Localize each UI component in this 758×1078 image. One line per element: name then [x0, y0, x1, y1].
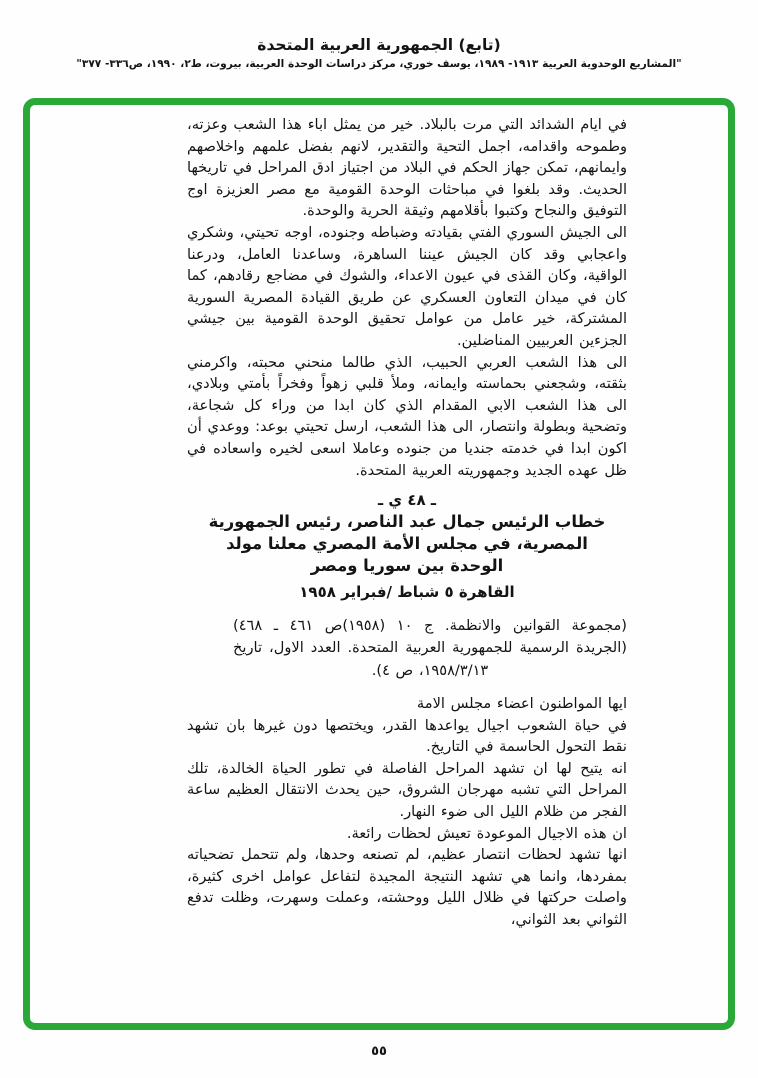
section-title-line: خطاب الرئيس جمال عبد الناصر، رئيس الجمهورية [208, 512, 606, 532]
body-paragraph: الى هذا الشعب العربي الحبيب، الذي طالما منحني محبته، واكرمني بثقته، وشجعني بحماسته وايمانه، وملأ قلبي زهواً وفخراً بأمتي وبلادي، الى هذا الشعب الابي المقدام الذي كان ابدا من وراء كل شجاعة، وتضحية وبطولة وانتصار، الى هذا الشعب، ارسل تحيتي بوعد: ووعدي أن اكون ابدا في خدمته جنديا من جنوده وعاملا اسعى لخيره واسعاده في ظل عهده الجديد وجمهوريته العربية المتحدة. [187, 353, 627, 479]
speech-paragraph: انه يتيح لها ان تشهد المراحل الفاصلة في تطور الحياة الخالدة، تلك المراحل التي تشبه مهرجان الشروق، حين يحدث الانتقال العظيم ساعة الفجر من ظلام الليل الى ضوء النهار. [187, 759, 627, 820]
page-number: ٥٥ [371, 1044, 387, 1059]
header-source-line: "المشاريع الوحدوية العربية ١٩١٣- ١٩٨٩، يوسف خوري، مركز دراسات الوحدة العربية، بيروت، ط٢، ١٩٩٠، ص٣٣٦- ٣٧٧" [76, 58, 682, 70]
page-header [0, 0, 758, 72]
body-paragraph: الى الجيش السوري الفتي بقيادته وضباطه وجنوده، اوجه تحيتي، وشكري واعجابي وقد كان الجيش عيننا الساهرة، وساعدنا العامل، ودرعنا الواقية، وكان القذى في عيون الاعداء، والشوك في مضاجع رقادهم، كما كان في ميدان التعاون العسكري عن طريق القيادة المصرية السورية المشتركة، خير عامل من عوامل تحقيق الوحدة القومية بين جيشي الجزءين العربيين المناضلين. [187, 223, 627, 349]
speech-paragraph: انها تشهد لحظات انتصار عظيم، لم تصنعه وحدها، ولم تتحمل تضحياته بمفردها، وانما هي تشهد النتيجة المجيدة لتفاعل عوامل اخرى كثيرة، واصلت حركتها في ظلال الليل ووحشته، وعملت وسهرت، وظلت تدفع الثواني بعد الثواني، [187, 846, 627, 928]
section-number: ـ ٤٨ ي ـ [378, 491, 436, 510]
section-title-line: المصرية، في مجلس الأمة المصري معلنا مولد [226, 534, 588, 554]
green-content-frame [23, 98, 735, 1030]
body-paragraph: في ايام الشدائد التي مرت بالبلاد. خير من يمثل اباء هذا الشعب وعزته، وطموحه واقدامه، اجمل التحية والتقدير، لانهم بفضل علمهم واخلاصهم وايمانهم، تمكن جهاز الحكم في البلاد من اجتياز ادق المراحل في تاريخها الحديث. وقد بلغوا في مباحثات الوحدة القومية مع مصر العزيزة اوج التوفيق والنجاح وكتبوا بأقلامهم وثيقة الحرية والوحدة. [187, 116, 627, 220]
section-place-date: القاهرة ٥ شباط /فبراير ١٩٥٨ [299, 583, 515, 602]
speech-paragraph: ان هذه الاجيال الموعودة تعيش لحظات رائعة. [346, 824, 627, 842]
speech-paragraph: في حياة الشعوب اجيال يواعدها القدر، ويختصها دون غيرها بان تشهد نقط التحول الحاسمة في التاريخ. [187, 716, 627, 756]
section-title-line: الوحدة بين سوريا ومصر [310, 556, 504, 576]
salutation-line: ايها المواطنون اعضاء مجلس الامة [416, 694, 627, 712]
text-column [187, 114, 627, 931]
section-title [187, 511, 627, 577]
header-continuation-title: (تابع) الجمهورية العربية المتحدة [257, 36, 501, 54]
source-citation: (مجموعة القوانين والانظمة. ج ١٠ (١٩٥٨)ص ٤٦١ ـ ٤٦٨) (الجريدة الرسمية للجمهورية العربية المتحدة. العدد الاول، تاريخ ١٩٥٨/٣/١٣، ص ٤). [233, 617, 627, 679]
